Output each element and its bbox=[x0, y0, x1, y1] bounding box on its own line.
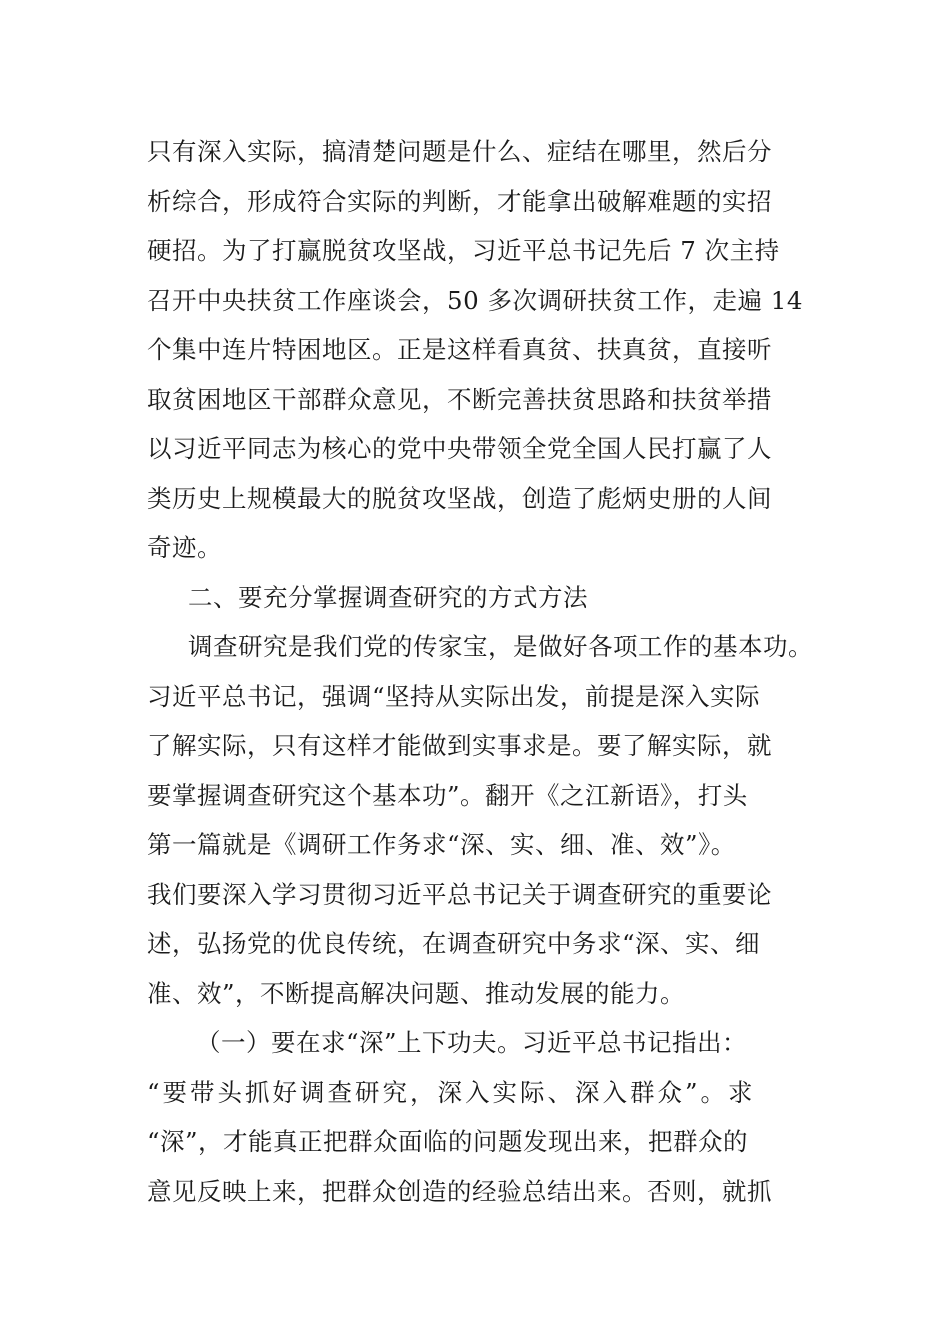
text-line: “要带头抓好调查研究，深入实际、深入群众”。求 bbox=[147, 1078, 756, 1107]
text-line: 类历史上规模最大的脱贫攻坚战，创造了彪炳史册的人间 bbox=[147, 484, 772, 513]
text-line: 奇迹。 bbox=[147, 533, 222, 562]
text-line: 述，弘扬党的优良传统，在调查研究中务求“深、实、细 bbox=[147, 929, 761, 958]
text-line: 召开中央扶贫工作座谈会，50 多次调研扶贫工作，走遍 14 bbox=[147, 286, 803, 315]
text-line: 我们要深入学习贯彻习近平总书记关于调查研究的重要论 bbox=[147, 880, 772, 909]
text-line: 要掌握调查研究这个基本功”。翻开《之江新语》，打头 bbox=[147, 781, 748, 810]
text-line: 只有深入实际，搞清楚问题是什么、症结在哪里，然后分 bbox=[147, 137, 772, 166]
text-line: 析综合，形成符合实际的判断，才能拿出破解难题的实招 bbox=[147, 187, 772, 216]
text-line: 习近平总书记，强调“坚持从实际出发，前提是深入实际 bbox=[147, 682, 761, 711]
text-line: 取贫困地区干部群众意见，不断完善扶贫思路和扶贫举措 bbox=[147, 385, 772, 414]
subsection-heading: （一）要在求“深”上下功夫。习近平总书记指出： bbox=[196, 1028, 748, 1057]
text-line: 调查研究是我们党的传家宝，是做好各项工作的基本功。 bbox=[188, 632, 813, 661]
text-line: 第一篇就是《调研工作务求“深、实、细、准、效”》。 bbox=[147, 830, 736, 859]
text-line: “深”，才能真正把群众面临的问题发现出来，把群众的 bbox=[147, 1127, 749, 1156]
text-line: 意见反映上来，把群众创造的经验总结出来。否则，就抓 bbox=[147, 1177, 772, 1206]
text-line: 以习近平同志为核心的党中央带领全党全国人民打赢了人 bbox=[147, 434, 772, 463]
text-line: 个集中连片特困地区。正是这样看真贫、扶真贫，直接听 bbox=[147, 335, 772, 364]
text-line: 准、效”，不断提高解决问题、推动发展的能力。 bbox=[147, 979, 686, 1008]
text-line: 硬招。为了打赢脱贫攻坚战，习近平总书记先后 7 次主持 bbox=[147, 236, 780, 265]
section-heading: 二、要充分掌握调查研究的方式方法 bbox=[188, 583, 588, 612]
text-line: 了解实际，只有这样才能做到实事求是。要了解实际，就 bbox=[147, 731, 772, 760]
